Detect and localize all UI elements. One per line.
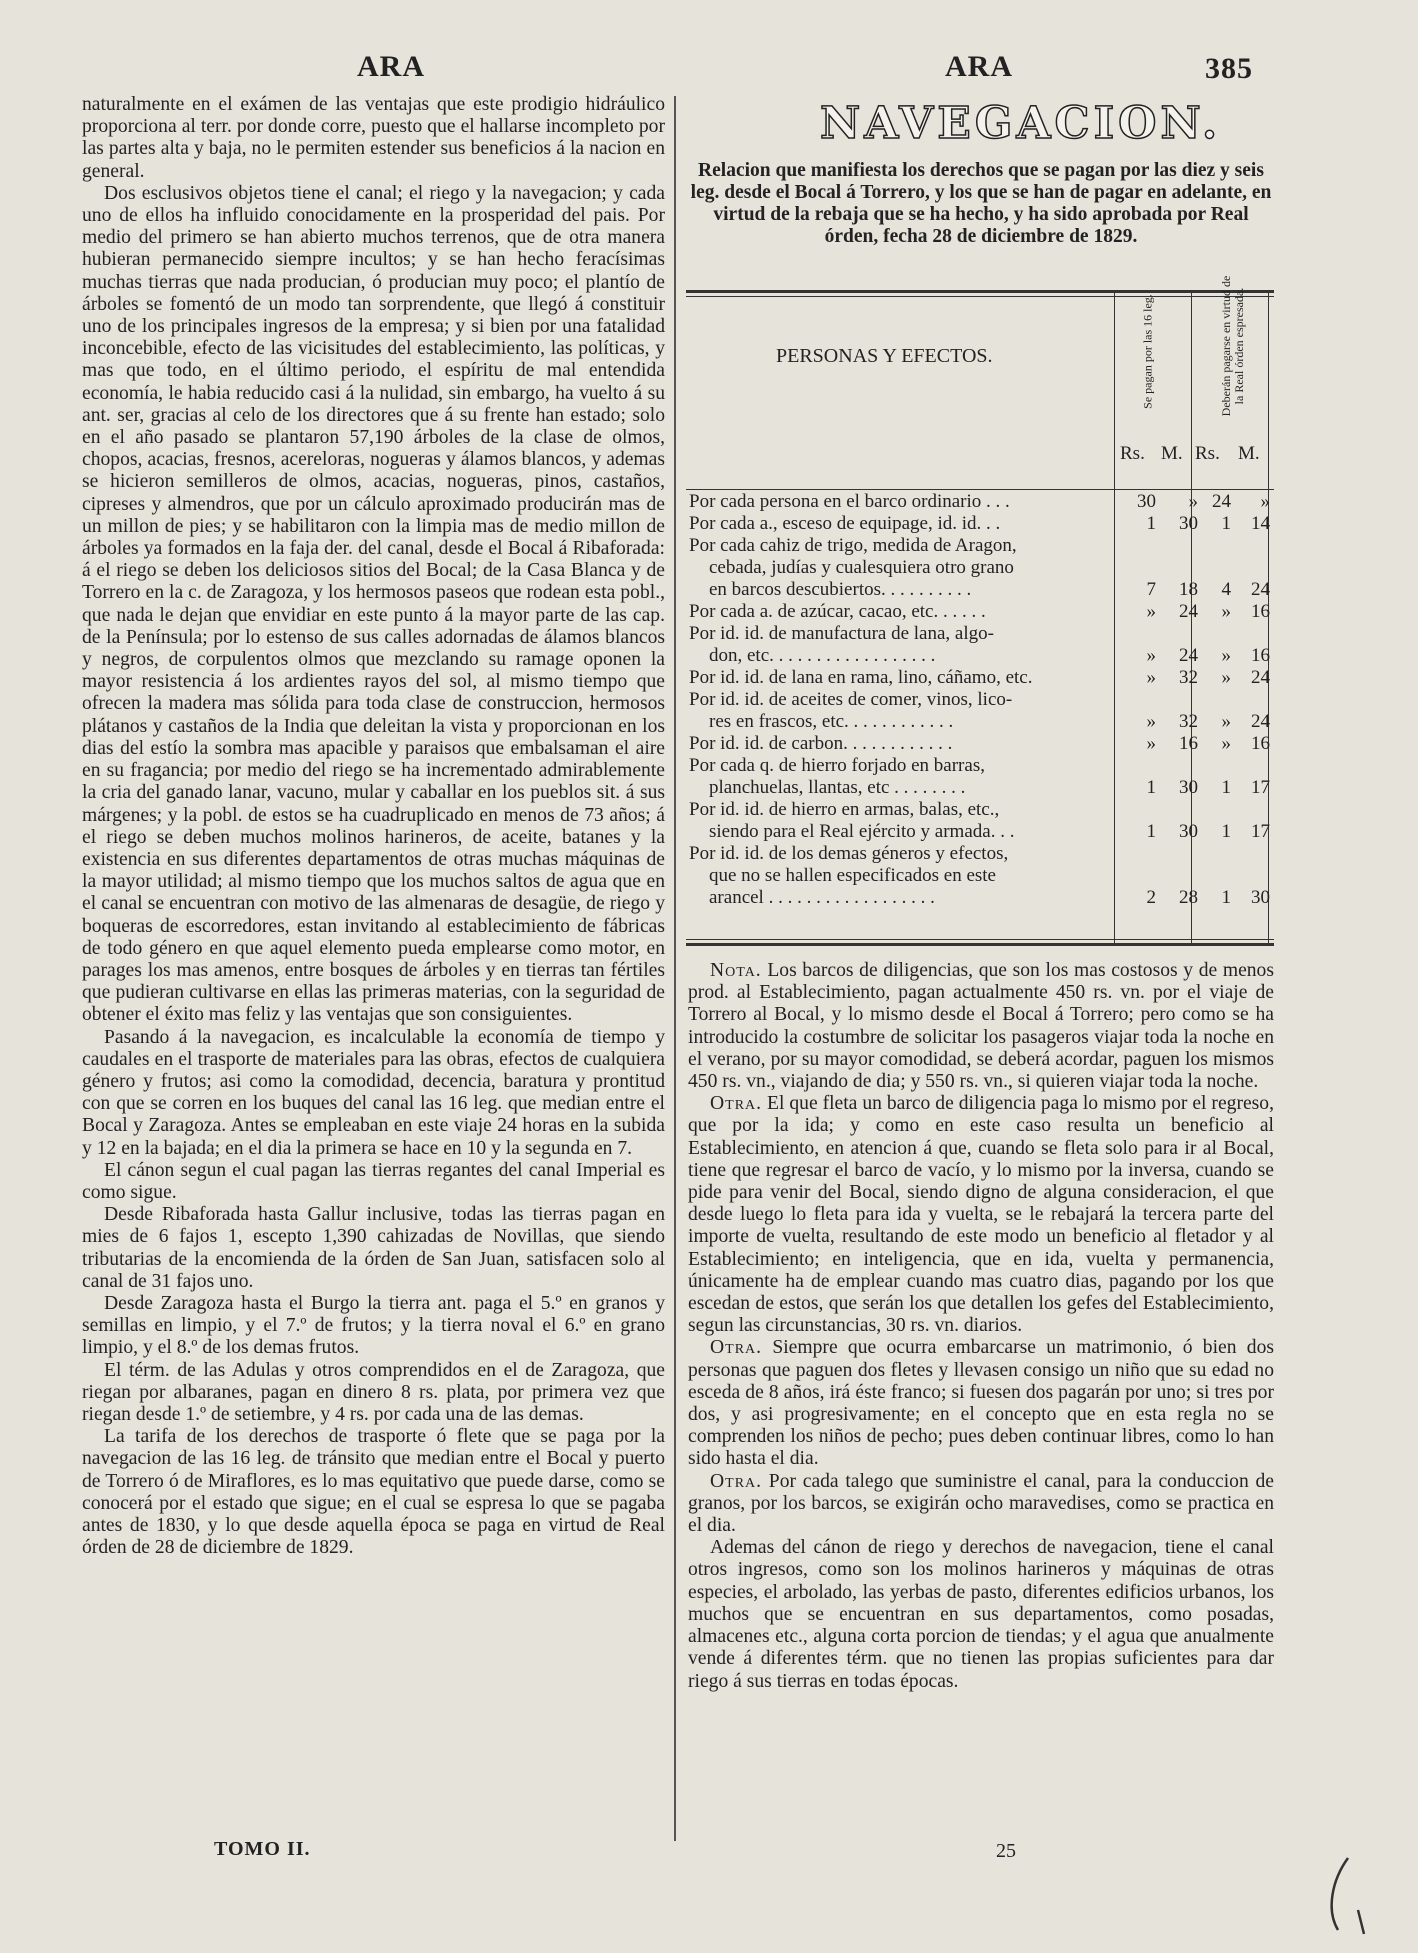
cell-a-m: 30 [1179, 821, 1198, 842]
row-description [689, 667, 1114, 689]
row-description-line: Por cada cahiz de trigo, medida de Aragon, [689, 535, 1017, 556]
volume-footer: TOMO II. [214, 1838, 311, 1860]
row-description [689, 513, 1114, 535]
cell-b-m: 24 [1251, 667, 1270, 688]
cell-b-m: 16 [1251, 733, 1270, 754]
cell-a-rs: » [1146, 667, 1156, 688]
note-label: Otra. [710, 1093, 763, 1115]
tariff-table [686, 275, 1274, 946]
cell-b-m: » [1260, 491, 1270, 512]
note-text: Por cada talego que suministre el canal, para la conduccion de granos, por los barcos, se exigirán ocho maravedises, como se practica en el dia. [688, 1470, 1274, 1537]
signature-mark: 25 [996, 1840, 1016, 1862]
table-row [686, 755, 1274, 799]
header-antes: Se pagan por las 16 leg. [1140, 294, 1155, 409]
row-description-line: en barcos descubiertos. . . . . . . . . . [709, 579, 972, 600]
cell-b-rs: 24 [1212, 491, 1231, 512]
cell-b-rs: 4 [1221, 579, 1231, 600]
note-label: Otra. [710, 1470, 763, 1492]
cell-b-rs: 1 [1221, 513, 1231, 534]
note-paragraph [688, 1337, 1274, 1470]
row-description-line: que no se hallen especificados en este [709, 865, 996, 886]
cell-b-m: 17 [1251, 777, 1270, 798]
cell-b-rs: » [1221, 711, 1231, 732]
cell-a-rs: 30 [1137, 491, 1156, 512]
cell-a-rs: 1 [1146, 777, 1156, 798]
unit-m: M. [1238, 443, 1260, 464]
paragraph: El térm. de las Adulas y otros comprendidos en el de Zaragoza, que riegan por albaranes, pagan en dinero 8 rs. plata, por primera vez que riegan desde 1.º de setiembre, y 4 rs. por cada una de las demas. [82, 1359, 665, 1425]
cell-a-m: 30 [1179, 513, 1198, 534]
relacion-caption: Relacion que manifiesta los derechos que se pagan por las diez y seis leg. desde el Bocal á Torrero, y los que se han de pagar en adelante, en virtud de la rebaja que se ha hecho, y ha sido aprobada por Real órden, fecha 28 de diciembre de 1829. [690, 160, 1272, 247]
cell-a-m: 30 [1179, 777, 1198, 798]
table-row [686, 689, 1274, 733]
note-text: Siempre que ocurra embarcarse un matrimonio, ó bien dos personas que paguen dos fletes y llevasen consigo un niño que su edad no esceda de 8 años, irá éste franco; si fuesen dos pagarán por uno; si tres por dos, y asi progresivamente; en el concepto que en esta regla no se comprenden los niños de pecho; pues deben continuar libres, como lo han sido hasta el dia. [688, 1337, 1274, 1470]
cell-a-rs: » [1146, 711, 1156, 732]
note-label: Otra. [710, 1337, 763, 1359]
row-description-line: don, etc. . . . . . . . . . . . . . . . . . [709, 645, 936, 666]
note-text: El que fleta un barco de diligencia paga lo mismo por el regreso, que por la ida; y como en este caso resulta un beneficio al Establecimiento, en atencion á que, cuando se fleta solo para ir al Bocal, tiene que regresar el barco de vacío, y lo mismo por la inversa, cuando se pide para venir del Bocal, siendo digno de alguna consideracion, el que desde luego lo fleta para ida y vuelta, se le rebajará la tercera parte del importe de vuelta, resultando de este modo un beneficio al fletador y al Establecimiento; en inteligencia, que en ida, vuelta y permanencia, únicamente ha de emplear cuando mas cuatro dias, pagando por los que escedan de estos, que serán los que detallen los gefes del Establecimiento, segun las circunstancias, 30 rs. vn. diarios. [688, 1093, 1274, 1337]
cell-a-m: 24 [1179, 601, 1198, 622]
paragraph: Desde Ribaforada hasta Gallur inclusive, todas las tierras pagan en mies de 6 fajos 1, escepto 1,390 cahizadas de Novillas, que siendo tributarias de la encomienda de la órden de San Juan, satisfacen solo al canal de 31 fajos uno. [82, 1204, 665, 1292]
running-head-right: ARA [945, 50, 1013, 83]
unit-rs: Rs. [1195, 443, 1220, 464]
note-paragraph [688, 1471, 1274, 1538]
unit-rs: Rs. [1120, 443, 1145, 464]
section-title: NAVEGACION. [820, 98, 1222, 149]
running-head-left: ARA [357, 50, 425, 83]
left-column-text [82, 94, 665, 1559]
table-row [686, 491, 1274, 513]
header-personas: PERSONAS Y EFECTOS. [776, 345, 993, 367]
cell-a-rs: 7 [1146, 579, 1156, 600]
row-description-line: cebada, judías y cualesquiera otro grano [709, 557, 1014, 578]
row-description [689, 623, 1114, 667]
table-row [686, 623, 1274, 667]
cell-a-m: 16 [1179, 733, 1198, 754]
row-description-line: siendo para el Real ejército y armada. . . [709, 821, 1015, 842]
note-paragraph [688, 1093, 1274, 1337]
row-description-line: Por cada persona en el barco ordinario . . . [689, 491, 1010, 512]
note-label: Nota. [710, 960, 762, 981]
table-row [686, 843, 1274, 909]
note-paragraph [688, 960, 1274, 1093]
column-divider [674, 96, 676, 1841]
cell-b-rs: » [1221, 667, 1231, 688]
cell-b-rs: » [1221, 733, 1231, 754]
cell-b-rs: 1 [1221, 777, 1231, 798]
row-description-line: Por id. id. de lana en rama, lino, cáñamo, etc. [689, 667, 1033, 688]
cell-a-rs: 1 [1146, 821, 1156, 842]
table-row [686, 733, 1274, 755]
table-header-rule [686, 489, 1274, 490]
paragraph: Dos esclusivos objetos tiene el canal; el riego y la navegacion; y cada uno de ellos ha influido conocidamente en la prosperidad del pais. Por medio del primero se han abierto muchos terrenos, que de otra manera hubieran permanecido siempre incultos; y se han hecho feracísimas muchas tierras que nada producian, ó producian muy poco; el plantío de árboles se fomentó de un modo tan sorprendente, que llegó á constituir uno de los principales ingresos de la empresa; y si bien por una fatalidad inconcebible, efecto de las vicisitudes del establecimiento, las políticas, y mas que todo, en el último periodo, el espíritu de mal entendida economía, le habia reducido casi á la nulidad, sin embargo, ha vuelto á su ant. ser, gracias al celo de los directores que á su frente han estado; solo en el año pasado se plantaron 57,190 árboles de la clase de olmos, chopos, acacias, fresnos, acereloras, nogueras y álamos blancos, y ademas se hicieron semilleros de olmos, acacias, nogueras, pinos, castaños, cipreses y almendros, que por un cálculo aproximado producirán mas de un millon de pies; y se habilitaron con la limpia mas de medio millon de árboles ya formados en la faja der. del canal, desde el Bocal á Ribaforada: á el riego se deben los deliciosos sitios del Bocal; de la Casa Blanca y de Torrero en la c. de Zaragoza, y los hermosos paseos que rodean esta pobl., que nada le dejan que envidiar en este punto á la mayor parte de las cap. de la Península; por lo estenso de sus calles adornadas de álamos blancos y negros, de corpulentos olmos que mezclando su ramage oponen la mayor resistencia á los ardientes rayos del sol, al mismo tiempo que ofrecen la madera mas sólida para toda clase de construccion, hermosos plátanos y castaños de la India que deleitan la vista y proporcionan en los dias del estío la sombra mas apacible y paraisos que embalsaman el aire en su fragancia; por medio del riego se ha incrementado admirablemente la cria del ganado lanar, vacuno, mular y caballar en los pueblos sit. á sus márgenes; y la pobl. de estos se ha cuadruplicado en menos de 73 años; á el riego se deben muchos molinos harineros, de aceite, batanes y la existencia en sus diferentes departamentos de otras muchas máquinas de la mayor utilidad; al mismo tiempo que los muchos saltos de agua que en el canal se encuentran con motivo de las almenaras de desagüe, de riego y boqueras de escorredores, estan invitando al establecimiento de fábricas de todo género en que aquel elemento pueda emplearse como motor, en parages los mas amenos, entre bosques de árboles y en tierras tan fértiles que pudieran cultivarse en ellas las primeras materias, con la seguridad de obtener el éxito mas feliz y las ventajas que son consiguientes. [82, 182, 665, 1026]
header-despues: Deberán pagarse en virtud de la Real órden espresada. [1219, 275, 1246, 417]
cell-a-rs: » [1146, 601, 1156, 622]
row-description-line: Por cada q. de hierro forjado en barras, [689, 755, 985, 776]
paragraph: El cánon segun el cual pagan las tierras regantes del canal Imperial es como sigue. [82, 1159, 665, 1203]
cell-a-rs: 2 [1146, 887, 1156, 908]
cell-b-m: 16 [1251, 601, 1270, 622]
table-row [686, 799, 1274, 843]
cell-a-m: » [1188, 491, 1198, 512]
cell-b-m: 24 [1251, 579, 1270, 600]
row-description-line: res en frascos, etc. . . . . . . . . . . . [709, 711, 954, 732]
cell-b-rs: 1 [1221, 887, 1231, 908]
row-description [689, 689, 1114, 733]
cell-a-rs: 1 [1146, 513, 1156, 534]
row-description-line: Por id. id. de los demas géneros y efectos, [689, 843, 1009, 864]
paragraph: Pasando á la navegacion, es incalculable la economía de tiempo y caudales en el trasporte de materiales para las obras, efectos de cualquiera género y frutos; asi como la comodidad, decencia, baratura y prontitud con que se corren en los buques del canal las 16 leg. que median entre el Bocal y Zaragoza. Antes se empleaban en este viaje 24 horas en la subida y 12 en la bajada; en el dia la primera se hace en 10 y la segunda en 7. [82, 1026, 665, 1159]
cell-a-rs: » [1146, 645, 1156, 666]
cell-a-rs: » [1146, 733, 1156, 754]
table-row [686, 535, 1274, 601]
row-description-line: Por id. id. de manufactura de lana, algo- [689, 623, 994, 644]
row-description [689, 491, 1114, 513]
row-description-line: Por cada a., esceso de equipage, id. id. . . [689, 513, 1001, 534]
cell-b-rs: » [1221, 645, 1231, 666]
row-description [689, 601, 1114, 623]
row-description [689, 843, 1114, 909]
table-row [686, 601, 1274, 623]
cell-a-m: 18 [1179, 579, 1198, 600]
cell-b-rs: 1 [1221, 821, 1231, 842]
cell-a-m: 28 [1179, 887, 1198, 908]
row-description-line: Por id. id. de carbon. . . . . . . . . . . . [689, 733, 953, 754]
row-description-line: arancel . . . . . . . . . . . . . . . . . . [709, 887, 935, 908]
notes-column [688, 960, 1274, 1693]
cell-b-m: 16 [1251, 645, 1270, 666]
page-number: 385 [1205, 52, 1253, 85]
cell-a-m: 24 [1179, 645, 1198, 666]
table-rule [686, 296, 1274, 297]
cell-b-m: 17 [1251, 821, 1270, 842]
paragraph: Desde Zaragoza hasta el Burgo la tierra ant. paga el 5.º en granos y semillas en limpio, y el 7.º de frutos; y la tierra noval el 6.º en grano limpio, y el 8.º de los demas frutos. [82, 1292, 665, 1359]
cell-a-m: 32 [1179, 711, 1198, 732]
pencil-mark-icon [1318, 1850, 1378, 1940]
note-paragraph: Ademas del cánon de riego y derechos de navegacion, tiene el canal otros ingresos, como son los molinos harineros y máquinas de otras especies, el arbolado, las yerbas de pasto, diferentes edificios urbanos, los muchos que se encuentran en sus departamentos, como posadas, almacenes etc., alguna corta porcion de tiendas; y el agua que anualmente vende á diferentes térm. que no tienen las propias suficientes para dar riego á sus tierras en todas épocas. [688, 1537, 1274, 1692]
cell-b-m: 30 [1251, 887, 1270, 908]
note-text: Los barcos de diligencias, que son los mas costosos y de menos prod. al Establecimiento, pagan actualmente 450 rs. vn. por el viaje de Torrero al Bocal, y lo mismo desde el Bocal á Torrero; pero como se ha introducido la costumbre de solicitar los pasageros viajar toda la noche en el verano, por su mayor comodidad, se deberá acordar, paguen los mismos 450 rs. vn., viajando de dia; y 550 rs. vn., si quieren viajar toda la noche. [688, 960, 1274, 1093]
table-rule [686, 939, 1274, 940]
cell-b-m: 14 [1251, 513, 1270, 534]
table-row [686, 513, 1274, 535]
table-row [686, 667, 1274, 689]
paragraph: naturalmente en el exámen de las ventajas que este prodigio hidráulico proporciona al terr. por donde corre, puesto que el hallarse incompleto por las partes alta y baja, no le permiten estender sus beneficios á la nacion en general. [82, 94, 665, 182]
row-description-line: Por id. id. de hierro en armas, balas, etc., [689, 799, 1000, 820]
row-description-line: planchuelas, llantas, etc . . . . . . . . [709, 777, 966, 798]
row-description [689, 755, 1114, 799]
row-description-line: Por cada a. de azúcar, cacao, etc. . . . . . [689, 601, 986, 622]
cell-b-m: 24 [1251, 711, 1270, 732]
cell-a-m: 32 [1179, 667, 1198, 688]
row-description [689, 799, 1114, 843]
row-description [689, 535, 1114, 601]
unit-m: M. [1161, 443, 1183, 464]
cell-b-rs: » [1221, 601, 1231, 622]
row-description-line: Por id. id. de aceites de comer, vinos, lico- [689, 689, 1013, 710]
paragraph: La tarifa de los derechos de trasporte ó flete que se paga por la navegacion de las 16 leg. de tránsito que median entre el Bocal y puerto de Torrero ó de Miraflores, es lo mas equitativo que puede darse, como se conocerá por el estado que sigue; en el cual se espresa lo que se pagaba antes de 1830, y lo que desde aquella época se paga en virtud de Real órden de 28 de diciembre de 1829. [82, 1426, 665, 1559]
row-description [689, 733, 1114, 755]
